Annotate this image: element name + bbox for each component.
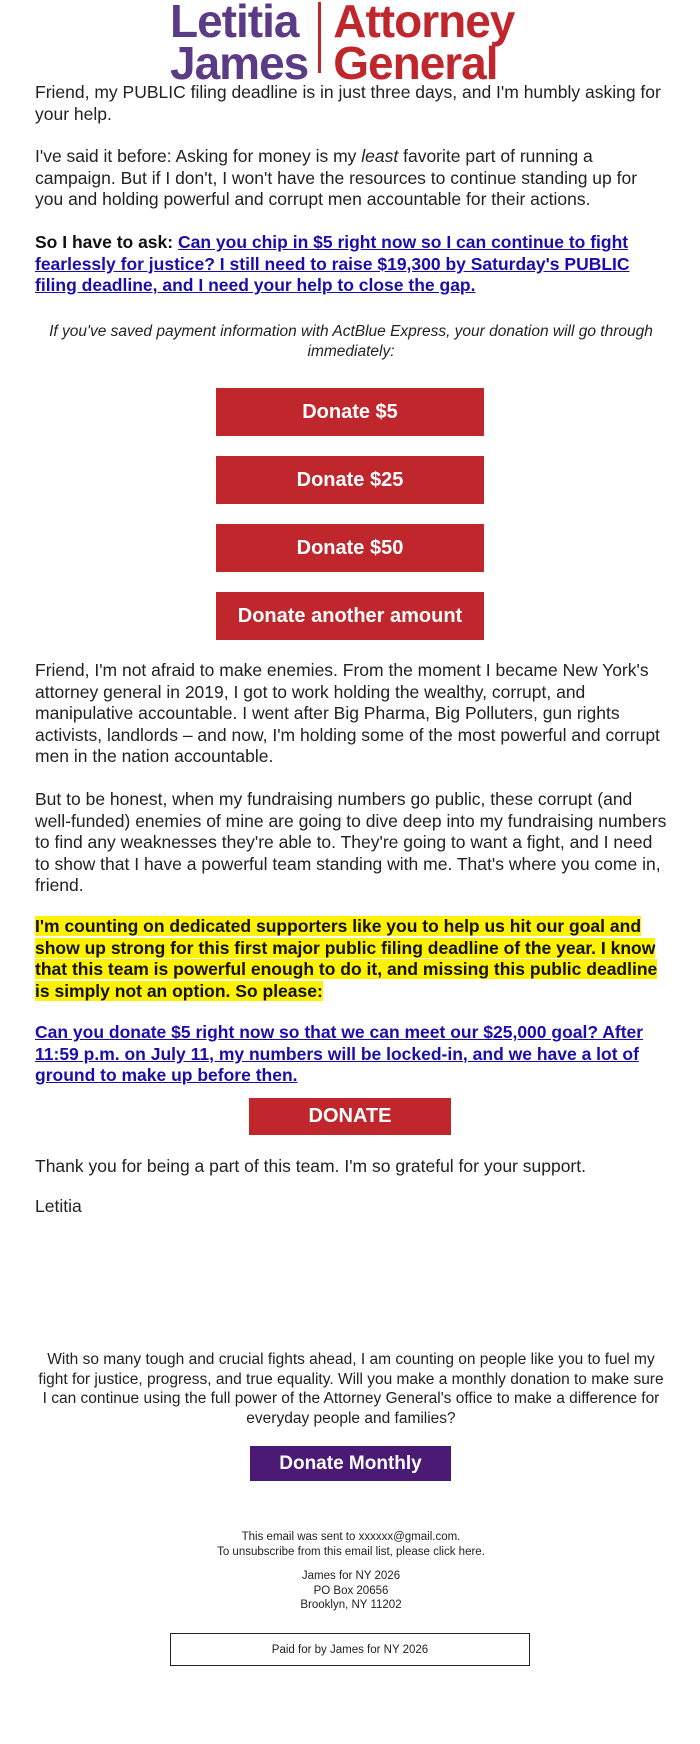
donate-goal-link[interactable]: Can you donate $5 right now so that we can meet our $25,000 goal? After 11:59 p.m. on July 11, my numbers will be locked-in, and we have a lot of ground to make up before then. — [35, 1022, 644, 1086]
footer-notice — [35, 1530, 667, 1559]
address-po-box: PO Box 20656 — [313, 1584, 389, 1597]
intro-paragraph: Friend, my PUBLIC filing deadline is in just three days, and I'm humbly asking for your help. — [35, 82, 661, 124]
sent-to-prefix: This email was sent to — [241, 1531, 359, 1543]
unsubscribe-link[interactable]: click here — [433, 1545, 482, 1558]
highlight-paragraph — [35, 916, 667, 1002]
logo-first-name: Letitia — [170, 0, 299, 47]
money-emphasis: least — [361, 146, 399, 166]
donate-button[interactable]: DONATE — [249, 1098, 451, 1135]
logo-divider — [318, 2, 321, 73]
donate-monthly-button[interactable]: Donate Monthly — [250, 1446, 451, 1481]
ask-paragraph — [35, 232, 667, 297]
logo-title-line1: Attorney — [333, 0, 515, 47]
mailing-address — [35, 1569, 667, 1613]
paid-for-text: Paid for by James for NY 2026 — [271, 1643, 429, 1656]
goal-paragraph — [35, 1022, 667, 1087]
logo-name — [170, 0, 309, 89]
money-text-a: I've said it before: Asking for money is my — [35, 146, 362, 166]
logo-title-line2: General — [333, 37, 498, 89]
sent-to-line — [35, 1530, 667, 1545]
donate-25-button[interactable]: Donate $25 — [216, 456, 484, 504]
sent-to-suffix: . — [457, 1531, 461, 1543]
address-city: Brooklyn, NY 11202 — [300, 1599, 402, 1611]
donate-other-amount-button[interactable]: Donate another amount — [216, 592, 484, 640]
logo-last-name: James — [170, 37, 309, 89]
fundraising-paragraph: But to be honest, when my fundraising numbers go public, these corrupt (and well-funded) enemies of mine are going to dive deep into my fundraising numbers to find any weaknesses they're able to. They're going to want a fight, and I need to show that I have a powerful team standing with me. That's where you come in, friend. — [35, 789, 667, 896]
monthly-appeal: With so many tough and crucial fights ahead, I am counting on people like you to fuel my fight for justice, progress, and true equality. Will you make a monthly donation to make sure I can continue using the full power of the Attorney General's office to make a difference for everyday people and families? — [38, 1351, 664, 1427]
campaign-logo — [170, 0, 530, 89]
chip-in-link[interactable]: Can you chip in $5 right now so I can continue to fight fearlessly for justice? I still need to raise $19,300 by Saturday's PUBLIC filing deadline, and I need your help to close the gap. — [35, 232, 630, 296]
logo-title — [333, 0, 515, 89]
signature: Letitia — [35, 1196, 82, 1216]
ask-lead: So I have to ask: — [35, 232, 178, 252]
unsubscribe-prefix: To unsubscribe from this email list, please — [217, 1545, 434, 1558]
unsubscribe-suffix: . — [481, 1545, 485, 1558]
recipient-email[interactable]: xxxxxx@gmail.com — [358, 1531, 458, 1543]
highlighted-text: I'm counting on dedicated supporters like you to help us hit our goal and show up strong for this first major public filing deadline of the year. I know that this team is powerful enough to do it, and missing this public deadline is simply not an option. So please: — [35, 916, 658, 1001]
actblue-express-note: If you've saved payment information with ActBlue Express, your donation will go through immediately: — [49, 323, 653, 360]
money-text-b: favorite part of running a campaign. But if I don't, I won't have the resources to continue standing up for you and holding powerful and corrupt men accountable for their actions. — [35, 146, 638, 210]
money-paragraph — [35, 146, 667, 211]
enemies-paragraph: Friend, I'm not afraid to make enemies. From the moment I became New York's attorney general in 2019, I got to work holding the wealthy, corrupt, and manipulative accountable. I went after Big Pharma, Big Polluters, gun rights activists, landlords – and now, I'm holding some of the most powerful and corrupt men in the nation accountable. — [35, 660, 660, 767]
address-org: James for NY 2026 — [301, 1570, 401, 1582]
unsubscribe-line — [35, 1545, 667, 1560]
donate-5-button[interactable]: Donate $5 — [216, 388, 484, 436]
thank-you-paragraph: Thank you for being a part of this team. I'm so grateful for your support. — [35, 1156, 586, 1176]
paid-for-disclaimer — [170, 1633, 530, 1666]
donate-50-button[interactable]: Donate $50 — [216, 524, 484, 572]
